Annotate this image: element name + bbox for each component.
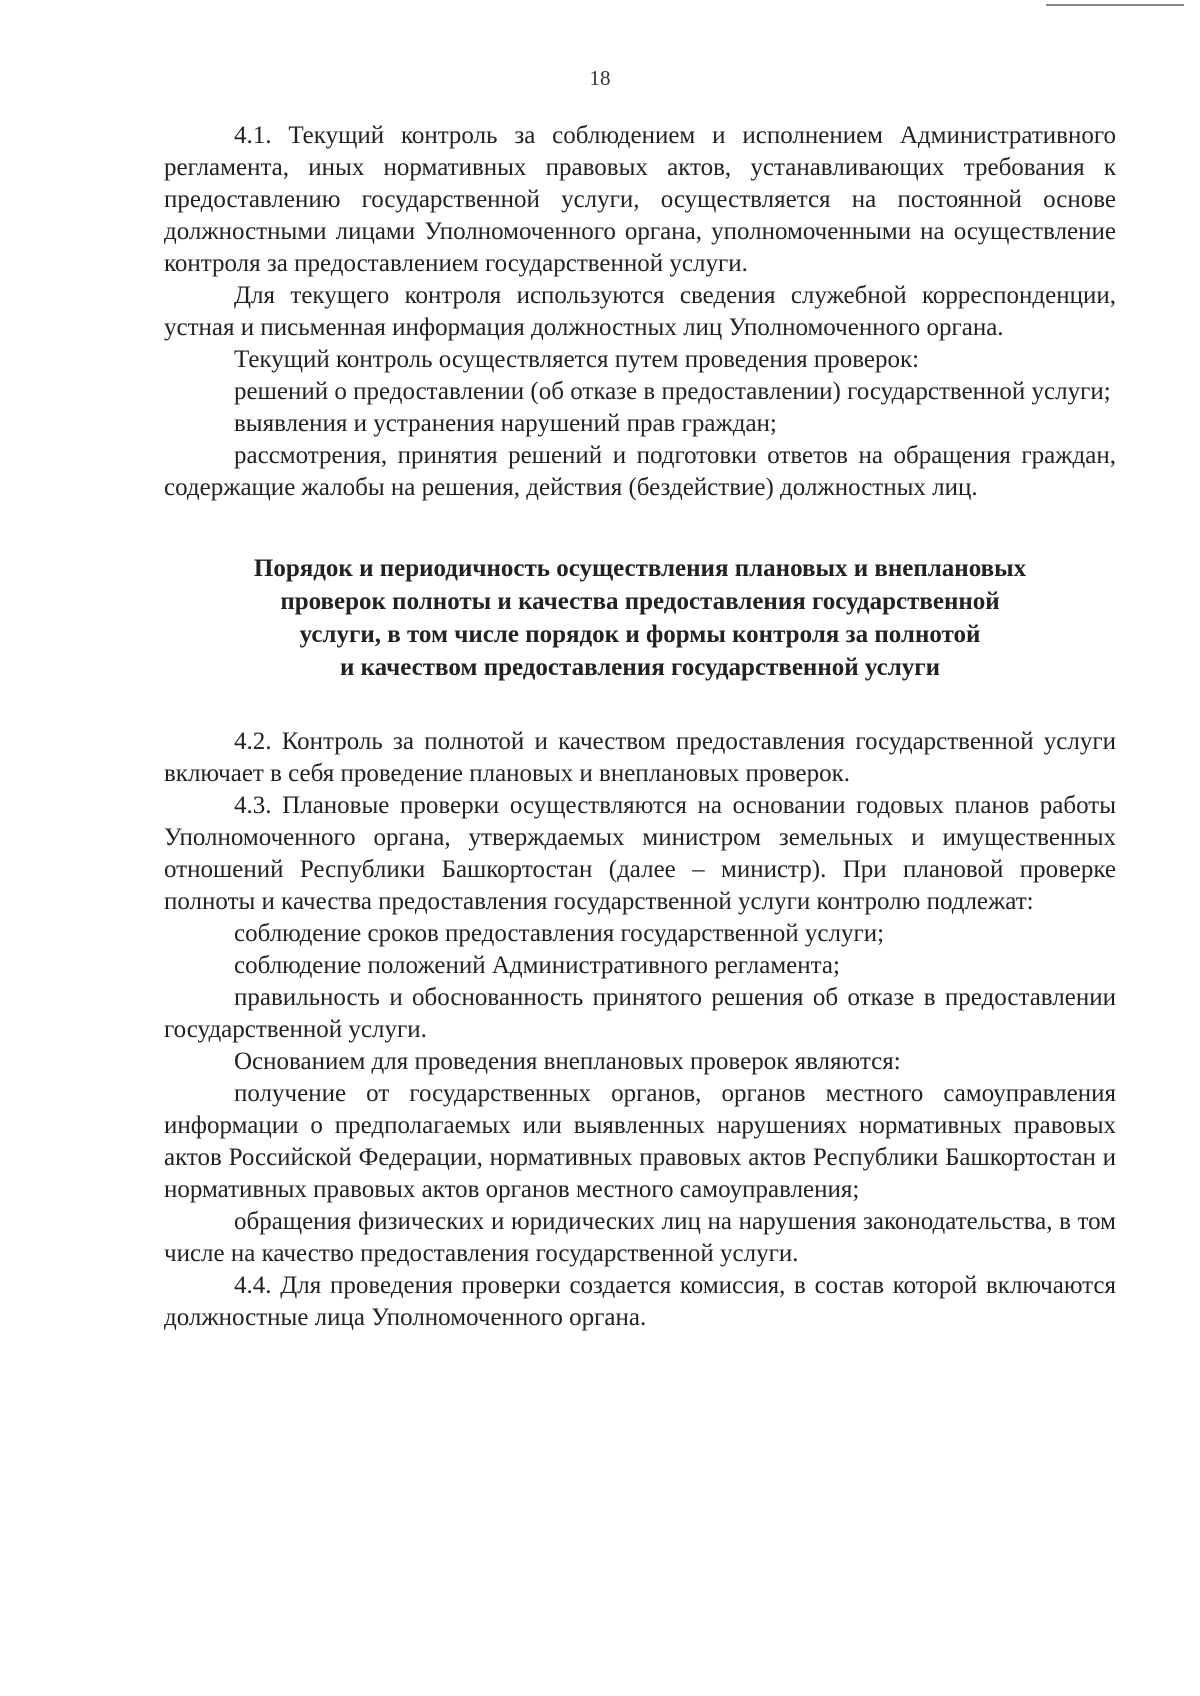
paragraph-current-control-sources: Для текущего контроля используются сведения служебной корреспонденции, устная и письменная информация должностных лиц Уполномоченного органа. — [164, 282, 1116, 341]
list-item-refusal-validity: правильность и обоснованность принятого решения об отказе в предоставлении государственной услуги. — [164, 984, 1116, 1043]
list-item-deadlines: соблюдение сроков предоставления государственной услуги; — [234, 920, 885, 947]
list-item-information-received: получение от государственных органов, органов местного самоуправления информации о предполагаемых или выявленных нарушениях нормативных правовых актов Российской Федерации, нормативных правовых актов Республики Башкортостан и нормативных правовых актов органов местного самоуправления; — [164, 1080, 1116, 1203]
section-heading-line: и качеством предоставления государственной услуги — [340, 654, 940, 681]
paragraph-4-3: 4.3. Плановые проверки осуществляются на основании годовых планов работы Уполномоченного органа, утверждаемых министром земельных и имущественных отношений Республики Башкортостан (далее – министр). При плановой проверке полноты и качества предоставления государственной услуги контролю подлежат: — [164, 792, 1116, 915]
section-heading-line: Порядок и периодичность осуществления плановых и внеплановых — [253, 555, 1027, 582]
paragraph-current-control-method: Текущий контроль осуществляется путем проведения проверок: — [234, 346, 920, 373]
document-body — [164, 120, 1116, 1334]
list-item-appeals: рассмотрения, принятия решений и подготовки ответов на обращения граждан, содержащие жалобы на решения, действия (бездействие) должностных лиц. — [164, 442, 1116, 501]
section-heading-line: услуги, в том числе порядок и формы контроля за полнотой — [299, 621, 981, 648]
section-heading-line: проверок полноты и качества предоставления государственной — [280, 588, 1000, 615]
paragraph-4-2: 4.2. Контроль за полнотой и качеством предоставления государственной услуги включает в себя проведение плановых и внеплановых проверок. — [164, 728, 1116, 787]
section-heading — [164, 552, 1116, 684]
top-edge-rule — [1046, 4, 1184, 6]
paragraph-unscheduled-grounds: Основанием для проведения внеплановых проверок являются: — [234, 1048, 901, 1075]
list-item-decisions: решений о предоставлении (об отказе в предоставлении) государственной услуги; — [234, 378, 1111, 405]
list-item-complaints: обращения физических и юридических лиц на нарушения законодательства, в том числе на качество предоставления государственной услуги. — [164, 1208, 1116, 1267]
paragraph-4-1: 4.1. Текущий контроль за соблюдением и исполнением Административного регламента, иных нормативных правовых актов, устанавливающих требования к предоставлению государственной услуги, осуществляется на постоянной основе должностными лицами Уполномоченного органа, уполномоченными на осуществление контроля за предоставлением государственной услуги. — [164, 122, 1116, 277]
list-item-violations: выявления и устранения нарушений прав граждан; — [234, 410, 777, 437]
page-number: 18 — [589, 66, 611, 90]
paragraph-4-4: 4.4. Для проведения проверки создается комиссия, в состав которой включаются должностные лица Уполномоченного органа. — [164, 1272, 1116, 1331]
list-item-regulation-compliance: соблюдение положений Административного регламента; — [234, 952, 840, 979]
